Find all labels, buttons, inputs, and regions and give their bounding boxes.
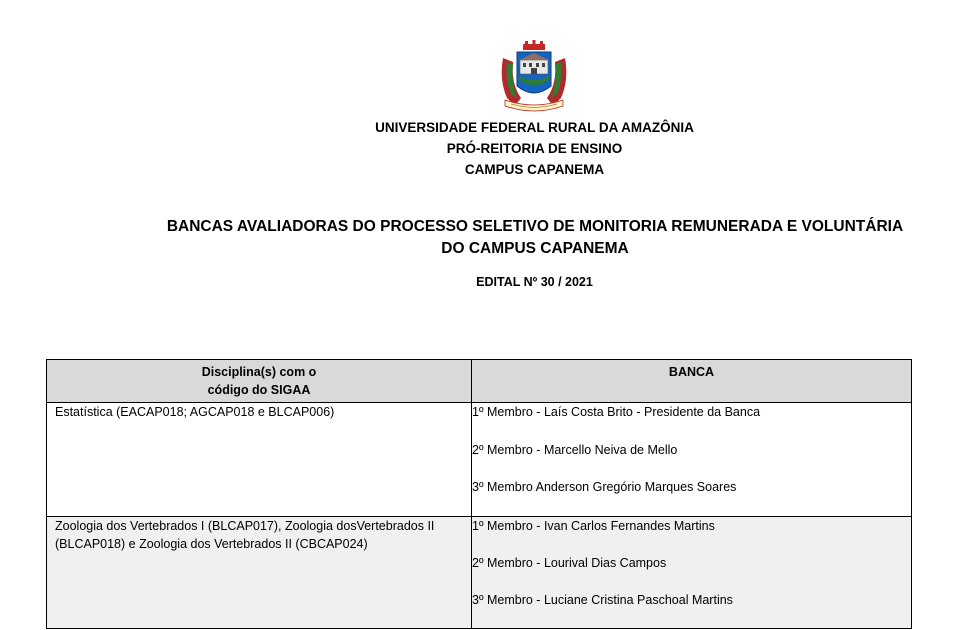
campus-name: CAMPUS CAPANEMA bbox=[464, 162, 605, 177]
member-1: 1º Membro - Laís Costa Brito - Presidente da Banca bbox=[472, 405, 761, 419]
member-3: 3º Membro Anderson Gregório Marques Soares bbox=[472, 480, 737, 494]
discipline-cell: Zoologia dos Vertebrados I (BLCAP017), Zoologia dosVertebrados II (BLCAP018) e Zoologia dos Vertebrados II (CBCAP024) bbox=[47, 516, 472, 628]
member-3: 3º Membro - Luciane Cristina Paschoal Martins bbox=[472, 592, 733, 607]
table-header-row bbox=[47, 360, 912, 403]
header-discipline bbox=[47, 360, 472, 403]
pro-reitoria: PRÓ-REITORIA DE ENSINO bbox=[446, 141, 623, 156]
header-discipline-line1: Disciplina(s) com o bbox=[201, 365, 317, 379]
members-cell bbox=[472, 516, 912, 628]
banca-table bbox=[46, 359, 912, 629]
title-line-2: DO CAMPUS CAPANEMA bbox=[441, 240, 629, 257]
table-row bbox=[47, 516, 912, 628]
discipline-cell: Estatística (EACAP018; AGCAP018 e BLCAP006) bbox=[47, 403, 472, 517]
table-row bbox=[47, 403, 912, 517]
header-banca: BANCA bbox=[472, 360, 912, 403]
edital-number: EDITAL Nº 30 / 2021 bbox=[476, 275, 593, 289]
document-title bbox=[135, 216, 935, 260]
members-cell bbox=[472, 403, 912, 517]
member-2: 2º Membro - Lourival Dias Campos bbox=[472, 555, 667, 570]
title-line-1: BANCAS AVALIADORAS DO PROCESSO SELETIVO DE MONITORIA REMUNERADA E VOLUNTÁRIA bbox=[166, 218, 904, 235]
member-1: 1º Membro - Ivan Carlos Fernandes Martins bbox=[472, 518, 715, 533]
university-crest-logo bbox=[497, 40, 571, 114]
university-name: UNIVERSIDADE FEDERAL RURAL DA AMAZÔNIA bbox=[375, 120, 694, 135]
header-discipline-line2: código do SIGAA bbox=[207, 383, 311, 397]
member-2: 2º Membro - Marcello Neiva de Mello bbox=[472, 442, 678, 457]
